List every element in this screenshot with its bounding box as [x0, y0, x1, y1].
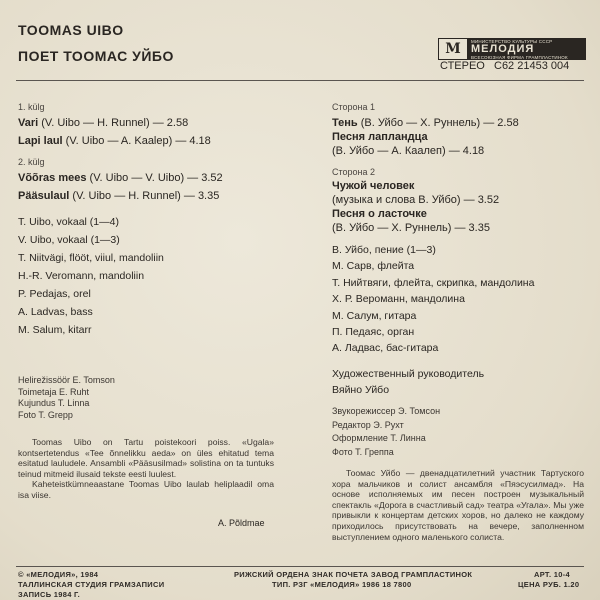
side1-label: 1. külg — [18, 102, 45, 112]
notes-signature: A. Põldmae — [218, 518, 265, 528]
performer: В. Уйбо, пение (1—3) — [332, 244, 436, 256]
credit-line: Toimetaja E. Ruht — [18, 386, 90, 397]
melodiya-mark-icon: M — [439, 39, 467, 59]
track-chuzhoy-chelovek: Чужой человек — [332, 180, 415, 192]
performer: A. Ladvas, bass — [18, 306, 93, 318]
catalog-number: С62 21453 004 — [494, 60, 570, 72]
footer-divider — [16, 566, 584, 567]
melodiya-logo — [438, 38, 586, 60]
artist-name: TOOMAS UIBO — [18, 22, 124, 38]
liner-notes-ru — [332, 468, 584, 542]
logo-brand: МЕЛОДИЯ — [471, 42, 535, 55]
performer: П. Педаяс, орган — [332, 326, 415, 339]
factory: РИЖСКИЙ ОРДЕНА ЗНАК ПОЧЕТА ЗАВОД ГРАМПЛАСТИНОК — [234, 570, 473, 579]
print-info: ТИП. РЗГ «МЕЛОДИЯ» 1986 18 7800 — [272, 580, 412, 589]
side2-label-ru: Сторона 2 — [332, 167, 376, 177]
price: ЦЕНА РУБ. 1.20 — [518, 580, 580, 589]
copyright: © «МЕЛОДИЯ», 1984 — [18, 570, 99, 579]
notes-paragraph: Kaheteistkümneaastane Toomas Uibo laulab heliplaadil oma isa viise. — [18, 479, 274, 500]
performer: М. Сарв, флейта — [332, 260, 415, 273]
track-pesnya-laplandca: Песня лапландца — [332, 131, 428, 143]
credit-line: Kujundus T. Linna — [18, 398, 90, 408]
track-pesnya-o-lastochke-credit: (В. Уйбо — Х. Руннель) — 3.35 — [332, 222, 490, 234]
track-pesnya-laplandca-credit: (В. Уйбо — А. Каалеп) — 4.18 — [332, 145, 485, 157]
recorded-year: ЗАПИСЬ 1984 Г. — [18, 590, 81, 599]
notes-paragraph: Toomas Uibo on Tartu poistekoori poiss. «Ugala» kontsertetendus «Tee õnnelikku aeda» on üles ehitatud tema esitatud lauludele. Ansambli «Pääsusilmad» solistina on ta tuntuks teinud mitmeid ilusaid tekste eesti luulest. — [18, 437, 274, 479]
stereo-label: СТЕРЕО — [440, 60, 485, 72]
side1-label-ru: Сторона 1 — [332, 102, 376, 112]
credits-et — [18, 375, 115, 421]
credit-line: Helirežissöör E. Tomson — [18, 375, 115, 385]
track-ten: Тень (В. Уйбо — Х. Руннель) — 2.58 — [332, 117, 519, 129]
performer: А. Ладвас, бас-гитара — [332, 342, 439, 355]
logo-line-2: ВСЕСОЮЗНАЯ ФИРМА ГРАМПЛАСТИНОК — [471, 54, 568, 60]
performer: V. Uibo, vokaal (1—3) — [18, 234, 120, 246]
credit-line: Оформление Т. Линна — [332, 433, 426, 443]
track-chuzhoy-chelovek-credit: (музыка и слова В. Уйбо) — 3.52 — [332, 194, 500, 206]
notes-paragraph: Тоомас Уйбо — двенадцатилетний участник Тартуского хора мальчиков и солист ансамбля «Пяэсусилмад». На основе исполняемых им песен построен музыкальный спектакль «Дорога в счастливый сад» театра «Угала». Мы уже привыкли к концертам детских хоров, но далеко не каждому приходилось присутствовать на вечере, заполненном выступлением одного маленького солиста. — [332, 468, 584, 542]
credit-line: Фото Т. Греппа — [332, 446, 394, 457]
performer: M. Salum, kitarr — [18, 324, 92, 336]
performer: P. Pedajas, orel — [18, 288, 91, 300]
logo-line-1: МИНИСТЕРСТВО КУЛЬТУРЫ СССР — [471, 38, 553, 44]
credit-line: Foto T. Grepp — [18, 409, 73, 420]
art-number: АРТ. 10-4 — [534, 570, 570, 579]
performer: T. Niitvägi, flööt, viiul, mandoliin — [18, 252, 164, 264]
side2-label: 2. külg — [18, 157, 45, 167]
header-divider — [16, 80, 584, 81]
director-label: Художественный руководитель — [332, 368, 485, 380]
director-name: Вяйно Уйбо — [332, 384, 390, 396]
performers-ru — [332, 242, 534, 357]
studio: ТАЛЛИНСКАЯ СТУДИЯ ГРАМЗАПИСИ — [18, 580, 165, 589]
track-vari: Vari (V. Uibo — H. Runnel) — 2.58 — [18, 117, 189, 129]
track-pesnya-o-lastochke: Песня о ласточке — [332, 208, 427, 220]
album-title-ru: ПОЕТ ТООМАС УЙБО — [18, 48, 174, 64]
track-lapi-laul: Lapi laul (V. Uibo — A. Kaalep) — 4.18 — [18, 135, 211, 147]
track-vooras-mees: Võõras mees (V. Uibo — V. Uibo) — 3.52 — [18, 172, 223, 184]
performer: Т. Нийтвяги, флейта, скрипка, мандолина — [332, 276, 535, 289]
credit-line: Редактор Э. Рухт — [332, 419, 404, 430]
performer: H.-R. Veromann, mandoliin — [18, 270, 145, 282]
performers-et — [18, 213, 164, 339]
credits-ru — [332, 405, 440, 459]
performer: М. Салум, гитара — [332, 309, 417, 322]
track-paasulaul: Pääsulaul (V. Uibo — H. Runnel) — 3.35 — [18, 190, 220, 202]
credit-line: Звукорежиссер Э. Томсон — [332, 406, 441, 416]
performer: Х. Р. Вероманн, мандолина — [332, 293, 465, 306]
performer: T. Uibo, vokaal (1—4) — [18, 216, 119, 228]
liner-notes-et — [18, 437, 274, 501]
